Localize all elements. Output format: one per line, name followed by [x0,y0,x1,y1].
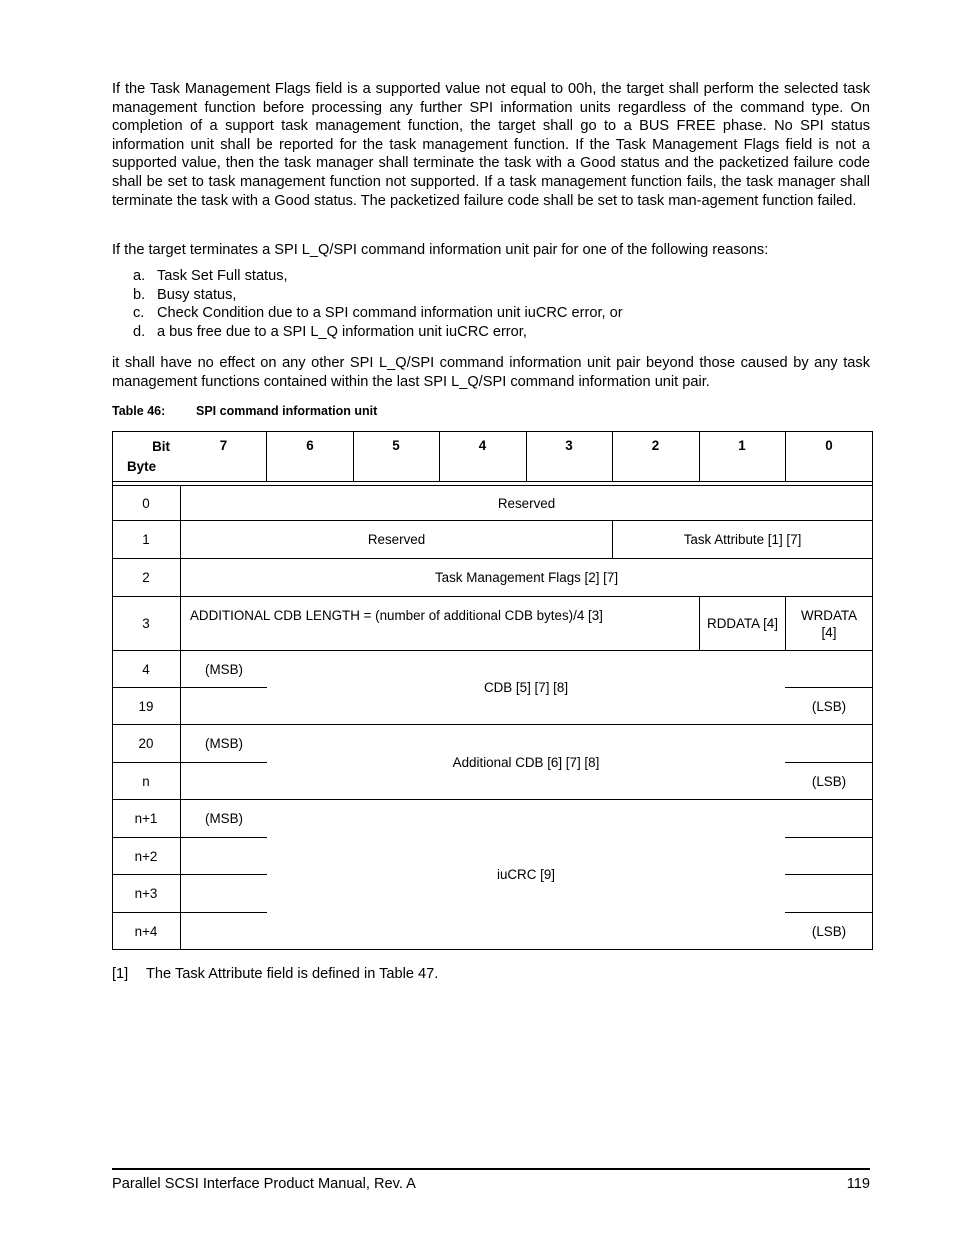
bit-2-header: 2 [651,437,660,453]
bit-4-header: 4 [478,437,487,453]
byte-label-19: 19 [138,698,154,714]
cdb-lsb: (LSB) [811,698,847,714]
additional-cdb-length-field: ADDITIONAL CDB LENGTH = (number of additional CDB bytes)/4 [3] [190,607,603,623]
byte-label-1: 1 [142,532,150,547]
byte-label: Byte [127,458,157,474]
table-caption-number: Table 46: [112,404,166,418]
rddata-field: RDDATA [4] [707,616,778,631]
bit-7-header: 7 [219,437,228,453]
wrdata-field: WRDATA [4] [800,607,858,640]
footer-manual-title: Parallel SCSI Interface Product Manual, Rev. A [112,1176,416,1192]
byte-label-n-plus-1: n+1 [134,811,158,826]
reserved-byte-1: Reserved [367,532,426,547]
paragraph-no-effect: it shall have no effect on any other SPI L_Q/SPI command information unit pair beyond those caused by any task management functions contained within the last SPI L_Q/SPI command information unit pair. [112,355,870,390]
paragraph-termination-reasons-intro: If the target terminates a SPI L_Q/SPI command information unit pair for one of the following reasons: [112,242,769,258]
additional-cdb-field: Additional CDB [6] [7] [8] [452,754,600,770]
byte-label-n-plus-4: n+4 [134,923,158,939]
footnote-text: The Task Attribute field is defined in Table 47. [146,966,439,982]
footnote-1 [112,966,438,982]
byte-label-3: 3 [142,616,150,631]
byte-label-4: 4 [142,661,150,677]
bit-label: Bit [152,438,170,454]
byte-label-n-plus-3: n+3 [134,886,158,901]
list-item: d. a bus free due to a SPI L_Q information unit iuCRC error, [133,323,527,340]
footer-divider [112,1168,870,1170]
byte-label-n: n [142,773,150,789]
table-caption-title: SPI command information unit [196,404,378,418]
cdb-msb: (MSB) [205,661,243,677]
list-item: b. Busy status, [133,286,237,303]
byte-label-0: 0 [142,495,150,511]
list-item: c. Check Condition due to a SPI command information unit iuCRC error, or [133,305,623,322]
table-caption [112,404,377,418]
bit-3-header: 3 [565,437,573,453]
additional-cdb-lsb: (LSB) [811,773,847,789]
byte-label-2: 2 [142,570,150,585]
iucrc-msb: (MSB) [205,811,243,826]
task-attribute-field: Task Attribute [1] [7] [683,532,802,547]
bit-5-header: 5 [392,437,400,453]
iucrc-field: iuCRC [9] [496,867,556,882]
reserved-byte-0: Reserved [497,495,556,511]
bit-0-header: 0 [825,437,833,453]
task-management-flags-field: Task Management Flags [2] [7] [434,570,619,585]
spi-command-information-unit-table [112,431,873,950]
bit-1-header: 1 [738,437,746,453]
footnote-marker: [1] [112,966,129,982]
byte-label-20: 20 [138,736,154,751]
byte-label-n-plus-2: n+2 [134,848,158,864]
iucrc-lsb: (LSB) [811,923,847,939]
bit-byte-header [112,431,180,481]
footer-page-number: 119 [846,1176,870,1192]
list-item: a. Task Set Full status, [133,268,288,284]
paragraph-task-management-flags: If the Task Management Flags field is a supported value not equal to 00h, the target shall perform the selected task management function before processing any further SPI information units regardless of the command type. On completion of a support task management function, the target shall go to a BUS FREE phase. No SPI status information unit shall be reported for the task management function. If the Task Management Flags field is not a supported value, then the task manager shall terminate the task with a Good status and the packetized failure code shall be set to task management function not supported. If a task management function fails, the task manager shall terminate the task with a Good status. The packetized failure code shall be set to task man-agement function failed. [112,81,870,209]
cdb-field: CDB [5] [7] [8] [483,680,569,695]
additional-cdb-msb: (MSB) [205,736,243,751]
reasons-list [133,267,623,341]
bit-6-header: 6 [306,437,314,453]
